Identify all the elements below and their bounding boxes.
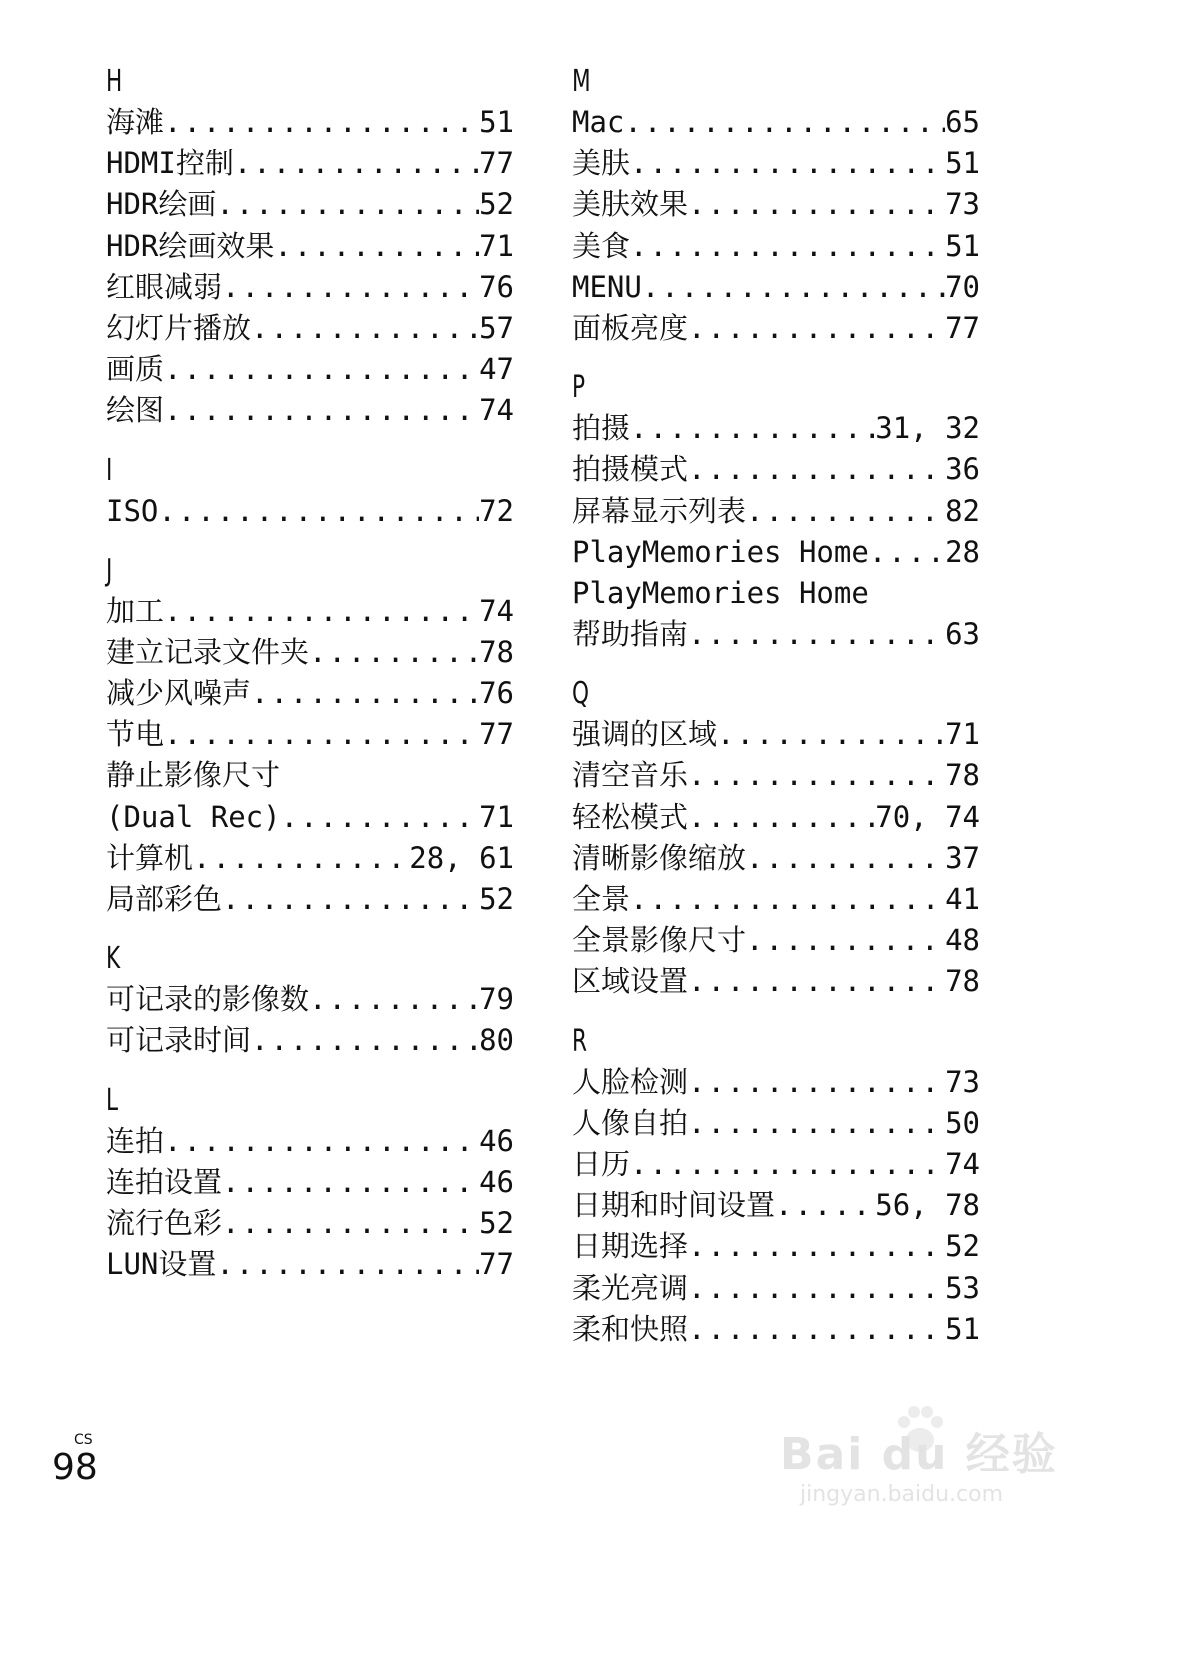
entry-page: 50: [945, 1105, 980, 1140]
index-column-left: [106, 62, 514, 1304]
entry-term: HDR绘画: [106, 187, 217, 222]
index-entry: [572, 1185, 980, 1226]
entry-page: 48: [945, 923, 980, 958]
entry-term: 画质: [106, 352, 165, 387]
dot-leader: [251, 308, 479, 349]
section-letter: R: [572, 1023, 588, 1059]
index-entry: [572, 1268, 980, 1309]
dot-leader: [158, 491, 479, 532]
entry-page: 80: [479, 1023, 514, 1058]
section-letter: M: [572, 64, 591, 99]
entry-term: 红眼减弱: [106, 269, 223, 304]
index-section-q: [572, 674, 980, 1002]
dot-leader: [688, 961, 945, 1002]
entry-page: 46: [479, 1123, 514, 1158]
dot-leader: [688, 1103, 945, 1144]
dot-leader: [869, 532, 945, 573]
entry-page: 82: [945, 493, 980, 528]
entry-term: 绘图: [106, 393, 165, 428]
entry-term: 幻灯片播放: [106, 310, 252, 345]
dot-leader: [688, 1309, 945, 1350]
index-entry: [106, 838, 514, 879]
dot-leader: [630, 879, 945, 920]
entry-term: HDR绘画效果: [106, 228, 275, 263]
entry-term: (Dual Rec): [106, 799, 281, 834]
index-entry: [572, 1144, 980, 1185]
index-section-j: [106, 551, 514, 921]
entry-page: 53: [945, 1270, 980, 1305]
entry-term: 日期选择: [572, 1229, 689, 1264]
entry-term: 可记录时间: [106, 1023, 252, 1058]
dot-leader: [216, 184, 479, 225]
index-entry: [106, 755, 514, 796]
entry-page: 77: [479, 146, 514, 181]
dot-leader: [164, 102, 479, 143]
entry-term: 减少风噪声: [106, 676, 252, 711]
dot-leader: [688, 1226, 945, 1267]
entry-term: 拍摄模式: [572, 452, 689, 487]
index-entry: [106, 591, 514, 632]
entry-page: 73: [945, 1064, 980, 1099]
index-entry: [106, 390, 514, 431]
section-letter: H: [106, 64, 123, 99]
index-entry: [106, 1162, 514, 1203]
dot-leader: [630, 226, 945, 267]
dot-leader: [688, 614, 945, 655]
entry-page: 70, 74: [875, 799, 980, 834]
index-section-i: [106, 451, 514, 532]
section-letter: J: [106, 552, 113, 588]
entry-page: 79: [479, 982, 514, 1017]
index-entry: [106, 491, 514, 532]
entry-term: 美肤效果: [572, 187, 689, 222]
dot-leader: [281, 797, 479, 838]
entry-page: 51: [945, 1311, 980, 1346]
dot-leader: [642, 267, 945, 308]
dot-leader: [630, 143, 945, 184]
entry-term: 屏幕显示列表: [572, 493, 747, 528]
index-entry: [106, 714, 514, 755]
dot-leader: [164, 349, 479, 390]
entry-term: 计算机: [106, 840, 194, 875]
entry-term: 海滩: [106, 105, 165, 139]
entry-term: ISO: [106, 493, 159, 528]
index-entry: [572, 573, 980, 614]
entry-term: 可记录的影像数: [106, 982, 310, 1017]
index-section-h: [106, 62, 514, 432]
watermark-url: jingyan.baidu.com: [800, 1482, 1004, 1507]
entry-term: 强调的区域: [572, 717, 718, 752]
index-section-r: [572, 1022, 980, 1350]
entry-term: 清空音乐: [572, 758, 689, 793]
entry-page: 52: [479, 187, 514, 222]
watermark-brand: Bai du 经验: [780, 1429, 1058, 1480]
entry-term: 连拍设置: [106, 1164, 223, 1199]
entry-page: 63: [945, 617, 980, 652]
entry-page: 56, 78: [875, 1188, 980, 1223]
entry-page: 73: [945, 187, 980, 222]
entry-page: 57: [479, 310, 514, 345]
entry-page: 52: [479, 1205, 514, 1240]
entry-term: 清晰影像缩放: [572, 840, 747, 875]
index-section-p: [572, 368, 980, 655]
dot-leader: [624, 102, 945, 143]
entry-page: 77: [479, 717, 514, 752]
dot-leader: [234, 143, 479, 184]
entry-page: 36: [945, 452, 980, 487]
entry-page: 52: [945, 1229, 980, 1264]
section-letter: I: [106, 452, 113, 488]
index-entry: [572, 1062, 980, 1103]
entry-page: 70: [945, 269, 980, 304]
index-entry: [572, 532, 980, 573]
entry-term: 建立记录文件夹: [106, 634, 310, 669]
dot-leader: [309, 632, 479, 673]
index-entry: [572, 1226, 980, 1267]
entry-page: 46: [479, 1164, 514, 1199]
dot-leader: [746, 838, 945, 879]
entry-page: 37: [945, 840, 980, 875]
entry-term: 节电: [106, 717, 165, 752]
entry-term: 美肤: [572, 146, 631, 181]
entry-page: 31, 32: [875, 411, 980, 446]
dot-leader: [688, 1268, 945, 1309]
dot-leader: [688, 755, 945, 796]
entry-term: LUN设置: [106, 1247, 217, 1282]
dot-leader: [688, 449, 945, 490]
entry-term: 面板亮度: [572, 310, 689, 345]
section-letter: P: [572, 370, 586, 406]
entry-term: 人脸检测: [572, 1064, 689, 1099]
section-letter: K: [106, 941, 121, 977]
index-entry: [106, 1020, 514, 1061]
entry-page: 78: [945, 964, 980, 999]
index-entry: [572, 755, 980, 796]
index-entry: [572, 184, 980, 225]
index-entry: [106, 102, 514, 143]
index-entry: [572, 267, 980, 308]
index-section-m: [572, 62, 980, 349]
entry-term: 帮助指南: [572, 617, 689, 652]
index-entry: [106, 184, 514, 225]
index-entry: [572, 879, 980, 920]
index-entry: [106, 979, 514, 1020]
dot-leader: [688, 1062, 945, 1103]
page-language-code: CS: [74, 1432, 93, 1448]
entry-page: 77: [945, 310, 980, 345]
dot-leader: [630, 1144, 945, 1185]
dot-leader: [746, 491, 945, 532]
entry-page: 51: [945, 146, 980, 181]
entry-page: 28: [945, 534, 980, 569]
entry-term: 静止影像尺寸: [106, 758, 281, 793]
index-entry: [106, 308, 514, 349]
entry-page: 71: [479, 799, 514, 834]
dot-leader: [164, 591, 479, 632]
entry-term: MENU: [572, 269, 642, 304]
index-entry: [572, 308, 980, 349]
entry-page: 51: [945, 228, 980, 263]
index-section-l: [106, 1081, 514, 1286]
entry-page: 78: [479, 634, 514, 669]
dot-leader: [164, 1121, 479, 1162]
index-entry: [106, 143, 514, 184]
dot-leader: [164, 714, 479, 755]
dot-leader: [775, 1185, 875, 1226]
page-number: 98: [52, 1447, 98, 1488]
index-entry: [106, 1121, 514, 1162]
dot-leader: [746, 920, 945, 961]
index-entry: [572, 226, 980, 267]
dot-leader: [717, 714, 945, 755]
entry-page: 71: [479, 228, 514, 263]
index-entry: [106, 267, 514, 308]
entry-term: 柔光亮调: [572, 1270, 689, 1305]
index-entry: [106, 349, 514, 390]
dot-leader: [251, 673, 479, 714]
index-entry: [572, 797, 980, 838]
entry-page: 71: [945, 717, 980, 752]
entry-page: 28, 61: [409, 840, 514, 875]
entry-page: 51: [479, 105, 514, 139]
index-column-right: [572, 62, 980, 1369]
section-letter: L: [106, 1082, 119, 1118]
index-entry: [106, 1203, 514, 1244]
index-entry: [106, 632, 514, 673]
index-entry: [106, 879, 514, 920]
entry-term: 日期和时间设置: [572, 1188, 776, 1223]
entry-page: 52: [479, 882, 514, 916]
index-entry: [572, 1309, 980, 1350]
dot-leader: [688, 797, 875, 838]
dot-leader: [222, 267, 479, 308]
index-entry: [106, 797, 514, 838]
entry-term: 连拍: [106, 1123, 165, 1158]
entry-term: 全景: [572, 882, 631, 916]
entry-term: 轻松模式: [572, 799, 689, 834]
entry-page: 78: [945, 758, 980, 793]
dot-leader: [216, 1244, 479, 1285]
dot-leader: [630, 408, 875, 449]
index-entry: [572, 961, 980, 1002]
entry-page: 47: [479, 352, 514, 387]
entry-page: 76: [479, 269, 514, 304]
dot-leader: [309, 979, 479, 1020]
index-entry: [572, 1103, 980, 1144]
dot-leader: [193, 838, 409, 879]
entry-term: 加工: [106, 593, 165, 628]
entry-page: 74: [479, 393, 514, 428]
dot-leader: [274, 226, 479, 267]
index-entry: [106, 226, 514, 267]
index-entry: [572, 449, 980, 490]
entry-term: 全景影像尺寸: [572, 923, 747, 958]
entry-term: 美食: [572, 228, 631, 263]
entry-page: 72: [479, 493, 514, 528]
index-entry: [572, 614, 980, 655]
dot-leader: [164, 390, 479, 431]
section-letter: Q: [572, 676, 590, 712]
dot-leader: [688, 184, 945, 225]
entry-term: 人像自拍: [572, 1105, 689, 1140]
entry-page: 74: [479, 593, 514, 628]
dot-leader: [251, 1020, 479, 1061]
dot-leader: [222, 1203, 479, 1244]
index-entry: [572, 143, 980, 184]
index-entry: [572, 714, 980, 755]
entry-term: Mac: [572, 105, 625, 139]
index-entry: [572, 102, 980, 143]
entry-term: 流行色彩: [106, 1205, 223, 1240]
index-entry: [572, 491, 980, 532]
dot-leader: [688, 308, 945, 349]
dot-leader: [222, 1162, 479, 1203]
entry-term: HDMI控制: [106, 146, 234, 181]
entry-term: 区域设置: [572, 964, 689, 999]
index-entry: [572, 838, 980, 879]
entry-term: 局部彩色: [106, 882, 223, 916]
entry-page: 41: [945, 882, 980, 916]
entry-page: 65: [945, 105, 980, 139]
index-entry: [572, 920, 980, 961]
index-section-k: [106, 939, 514, 1061]
index-entry: [106, 1244, 514, 1285]
index-entry: [106, 673, 514, 714]
index-entry: [572, 408, 980, 449]
entry-term: PlayMemories Home: [572, 575, 869, 610]
entry-term: 日历: [572, 1146, 631, 1181]
entry-page: 76: [479, 676, 514, 711]
dot-leader: [222, 879, 479, 920]
entry-term: 柔和快照: [572, 1311, 689, 1346]
entry-term: 拍摄: [572, 411, 631, 446]
entry-page: 77: [479, 1247, 514, 1282]
entry-term: PlayMemories Home: [572, 534, 869, 569]
entry-page: 74: [945, 1146, 980, 1181]
